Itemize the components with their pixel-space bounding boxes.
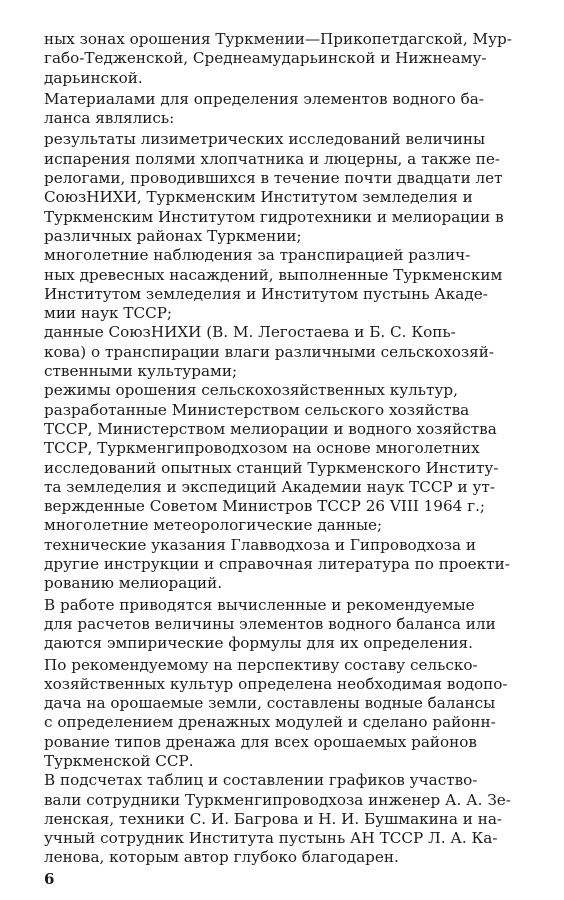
text-line: ных зонах орошения Туркмении—Прикопетдагской, Мур- <box>44 30 512 48</box>
text-line: релогами, проводившихся в течение почти двадцати лет <box>44 169 503 188</box>
text-line: многолетние метеорологические данные; <box>44 516 383 535</box>
text-line: ных древесных насаждений, выполненные Туркменским <box>44 265 503 284</box>
text-line: кова) о транспирации влаги различными сельскохозяй- <box>44 342 495 361</box>
text-line: испарения полями хлопчатника и люцерны, а также пе- <box>44 149 501 168</box>
text-line: даются эмпирические формулы для их определения. <box>44 634 473 653</box>
text-line: вали сотрудники Туркменгипроводхоза инженер А. А. Зе- <box>44 790 511 809</box>
text-line: СоюзНИХИ, Туркменским Институтом земледелия и <box>44 188 473 207</box>
text-line: Материалами для определения элементов водного ба- <box>44 89 484 108</box>
text-line: Институтом земледелия и Институтом пустынь Акаде- <box>44 284 488 303</box>
text-line: данные СоюзНИХИ (В. М. Легостаева и Б. С. Копь- <box>44 323 456 342</box>
text-line: ланса являлись: <box>44 109 175 128</box>
text-line: По рекомендуемому на перспективу составу сельско- <box>44 655 478 674</box>
text-line: исследований опытных станций Туркменского Институ- <box>44 458 499 477</box>
text-line: режимы орошения сельскохозяйственных культур, <box>44 381 458 400</box>
paragraph <box>44 771 526 867</box>
text-line: дарьинской. <box>44 68 143 87</box>
text-line: та земледелия и экспедиций Академии наук ТССР и ут- <box>44 477 495 496</box>
paragraph <box>44 536 526 594</box>
text-line: ТССР, Туркменгипроводхозом на основе многолетних <box>44 439 480 458</box>
text-line: В подсчетах таблиц и составлении графиков участво- <box>44 771 478 790</box>
text-line: различных районах Туркмении; <box>44 226 302 245</box>
text-line: ленова, которым автор глубоко благодарен. <box>44 848 399 867</box>
text-line: габо-Теджeнской, Среднеамударьинской и Нижнеаму- <box>44 49 487 68</box>
text-body <box>44 30 526 868</box>
paragraph <box>44 656 526 772</box>
text-line: хозяйственных культур определена необходимая водопо- <box>44 674 508 693</box>
text-line: мии наук ТССР; <box>44 304 173 323</box>
text-line: ственными культурами; <box>44 362 238 381</box>
text-line: дача на орошаемые земли, составлены водные балансы <box>44 694 496 713</box>
paragraph <box>44 246 526 323</box>
paragraph <box>44 90 526 129</box>
paragraph <box>44 30 526 88</box>
text-line: результаты лизиметрических исследований величины <box>44 130 486 149</box>
text-line: Туркменской ССР. <box>44 751 194 770</box>
text-line: Туркменским Институтом гидротехники и мелиорации в <box>44 207 504 226</box>
text-line: многолетние наблюдения за транспирацией различ- <box>44 246 471 265</box>
text-line: другие инструкции и справочная литература по проекти- <box>44 555 510 574</box>
paragraph <box>44 323 526 381</box>
text-line: для расчетов величины элементов водного баланса или <box>44 614 496 633</box>
text-line: рование типов дренажа для всех орошаемых районов <box>44 732 477 751</box>
paragraph <box>44 381 526 516</box>
text-line: рованию мелиораций. <box>44 574 223 593</box>
paragraph <box>44 596 526 654</box>
page-number: 6 <box>44 869 55 888</box>
paragraph <box>44 516 526 535</box>
text-line: ТССР, Министерством мелиорации и водного хозяйства <box>44 419 497 438</box>
text-line: с определением дренажных модулей и сделано районн- <box>44 713 496 732</box>
text-line: вержденные Советом Министров ТССР 26 VIII 1964 г.; <box>44 497 486 516</box>
text-line: разработанные Министерством сельского хозяйства <box>44 400 470 419</box>
text-line: технические указания Главводхоза и Гипроводхоза и <box>44 535 477 554</box>
text-line: ленская, техники С. И. Багрова и Н. И. Бушмакина и на- <box>44 809 503 828</box>
paragraph <box>44 130 526 246</box>
text-line: учный сотрудник Института пустынь АН ТССР Л. А. Ка- <box>44 829 498 848</box>
text-line: В работе приводятся вычисленные и рекомендуемые <box>44 595 475 614</box>
